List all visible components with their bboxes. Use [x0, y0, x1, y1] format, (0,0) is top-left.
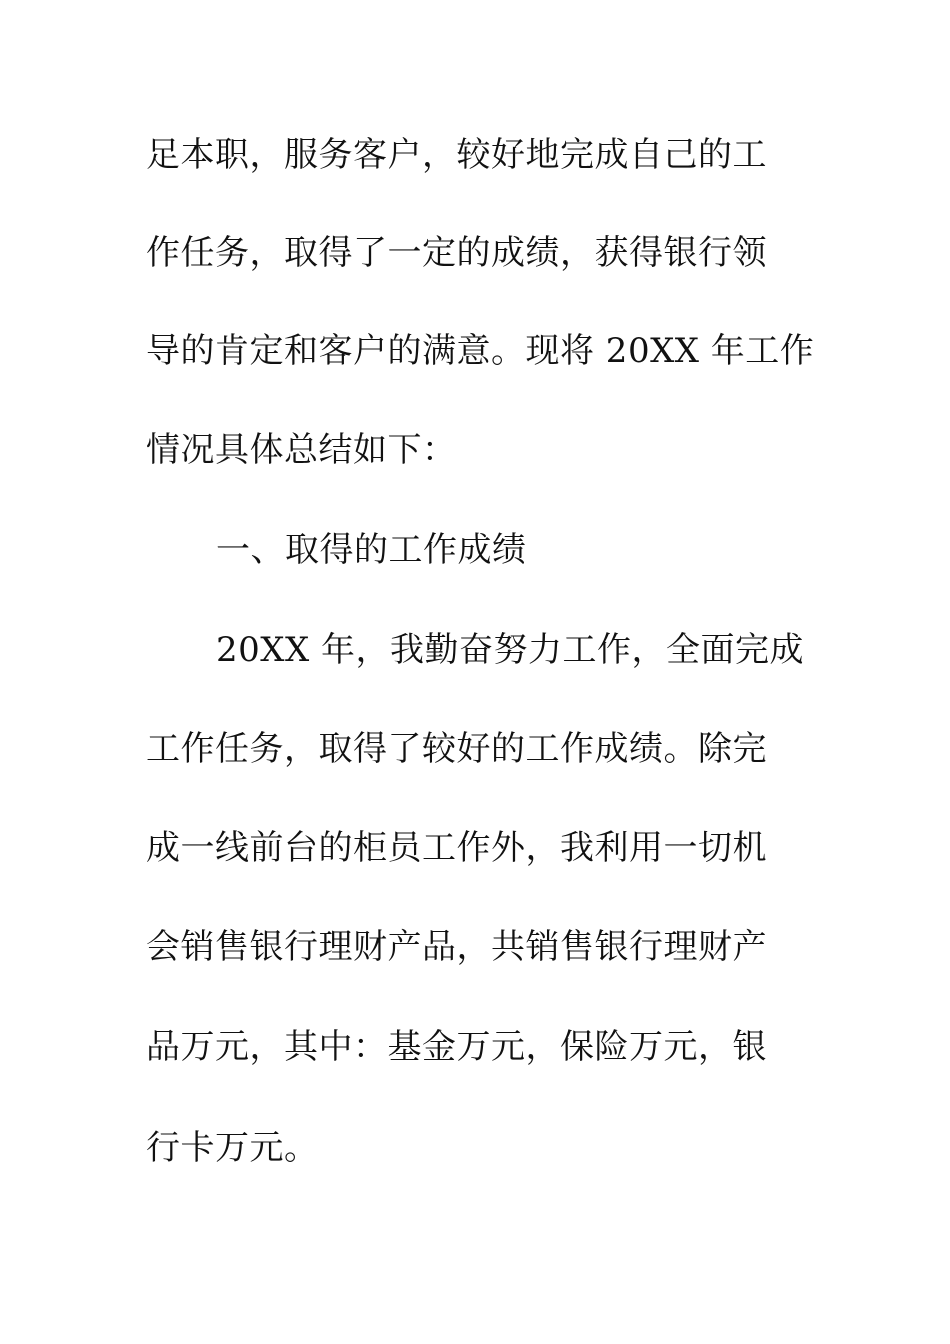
- paragraph-line-4: 情况具体总结如下：: [146, 430, 457, 470]
- paragraph-line-6: 工作任务，取得了较好的工作成绩。除完: [146, 729, 767, 769]
- paragraph-line-9: 品万元，其中：基金万元，保险万元，银: [146, 1027, 767, 1067]
- paragraph-line-3: 导的肯定和客户的满意。现将 20XX 年工作: [146, 331, 815, 371]
- paragraph-line-8: 会销售银行理财产品，共销售银行理财产: [146, 927, 767, 967]
- paragraph-line-7: 成一线前台的柜员工作外，我利用一切机: [146, 828, 767, 868]
- paragraph-line-10: 行卡万元。: [146, 1128, 319, 1168]
- paragraph-line-5: 20XX 年，我勤奋努力工作，全面完成: [216, 630, 804, 670]
- paragraph-line-1: 足本职，服务客户，较好地完成自己的工: [146, 135, 767, 175]
- section-heading: 一、取得的工作成绩: [216, 530, 527, 570]
- paragraph-line-2: 作任务，取得了一定的成绩，获得银行领: [146, 233, 767, 273]
